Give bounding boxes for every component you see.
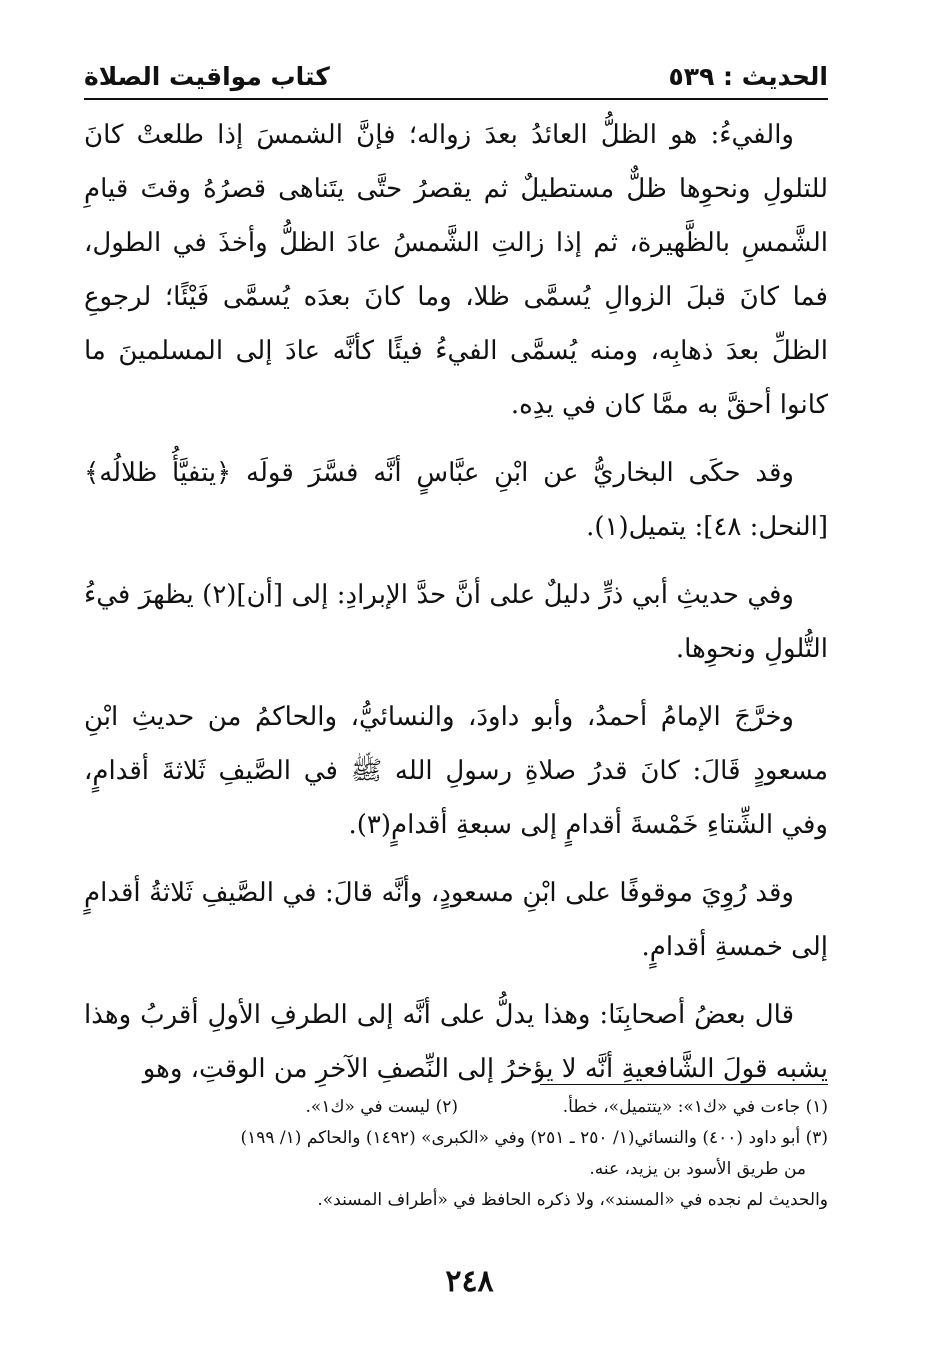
book-title: كتاب مواقيت الصلاة: [84, 62, 330, 91]
page-header: [84, 52, 828, 100]
footnote-3: (٣) أبو داود (٤٠٠) والنسائي(١/ ٢٥٠ ـ ٢٥١) وفي «الكبرى» (١٤٩٢) والحاكم (١/ ١٩٩): [240, 1128, 828, 1148]
hadith-reference: الحديث : ٥٣٩: [668, 62, 828, 91]
footnotes: [84, 1092, 828, 1216]
paragraph: والفيءُ: هو الظلُّ العائدُ بعدَ زواله؛ فإنَّ الشمسَ إذا طلعتْ كانَ للتلولِ ونحوِها ظلٌّ مستطيلٌ ثم يقصرُ حتَّى يتَناهى قصرُهُ وقتَ قيامِ الشَّمسِ بالظَّهيرة، ثم إذا زالتِ الشَّمسُ عادَ الظلُّ وأخذَ في الطول، فما كانَ قبلَ الزوالِ يُسمَّى ظلا، وما كانَ بعدَه يُسمَّى فَيْئًا؛ لرجوعِ الظلِّ بعدَ ذهابِه، ومنه يُسمَّى الفيءُ فيئًا كأنَّه عادَ إلى المسلمينَ ما كانوا أحقَّ به ممَّا كان في يدِه.: [84, 120, 828, 420]
footnote-3-note: والحديث لم نجده في «المسند»، ولا ذكره الحافظ في «أطراف المسند».: [317, 1190, 828, 1210]
paragraph: وخرَّجَ الإمامُ أحمدُ، وأبو داودَ، والنسائيُّ، والحاكمُ من حديثِ ابْنِ مسعودٍ قَالَ: كانَ قدرُ صلاةِ رسولِ الله ﷺ في الصَّيفِ ثَلاثةَ أقدامٍ، وفي الشِّتاءِ خَمْسةَ أقدامٍ إلى سبعةِ أقدامٍ(٣).: [84, 702, 828, 840]
footnote-2: (٢) ليست في «ك١».: [305, 1097, 458, 1117]
footnote-divider: [540, 1084, 828, 1085]
paragraph: وفي حديثِ أبي ذرٍّ دليلٌ على أنَّ حدَّ الإبرادِ: إلى [أن](٢) يظهرَ فيءُ التُّلولِ ونحوِها.: [84, 580, 828, 664]
paragraph: وقد رُوِيَ موقوفًا على ابْنِ مسعودٍ، وأنَّه قالَ: في الصَّيفِ ثَلاثةُ أقدامٍ إلى خمسةِ أقدامٍ.: [84, 878, 828, 962]
footnote-1: (١) جاءت في «ك١»: «يتتميل»، خطأ.: [562, 1097, 828, 1117]
footnote-3-continuation: من طريق الأسود بن يزيد، عنه.: [589, 1159, 806, 1179]
paragraph: وقد حكَى البخاريُّ عن ابْنِ عبَّاسٍ أنَّه فسَّرَ قولَه ﴿يتفيَّأُ ظلالُه﴾ [النحل: ٤٨]: يتميل(١).: [84, 458, 828, 542]
page-number: ٢٤٨: [445, 1264, 494, 1299]
footnote-row: [84, 1092, 828, 1123]
main-text: [84, 108, 828, 1110]
paragraph: قال بعضُ أصحابِنَا: وهذا يدلُّ على أنَّه إلى الطرفِ الأولِ أقربُ وهذا يشبه قولَ الشَّافعيةِ أنَّه لا يؤخرُ إلى النِّصفِ الآخرِ من الوقتِ، وهو: [84, 1000, 828, 1084]
